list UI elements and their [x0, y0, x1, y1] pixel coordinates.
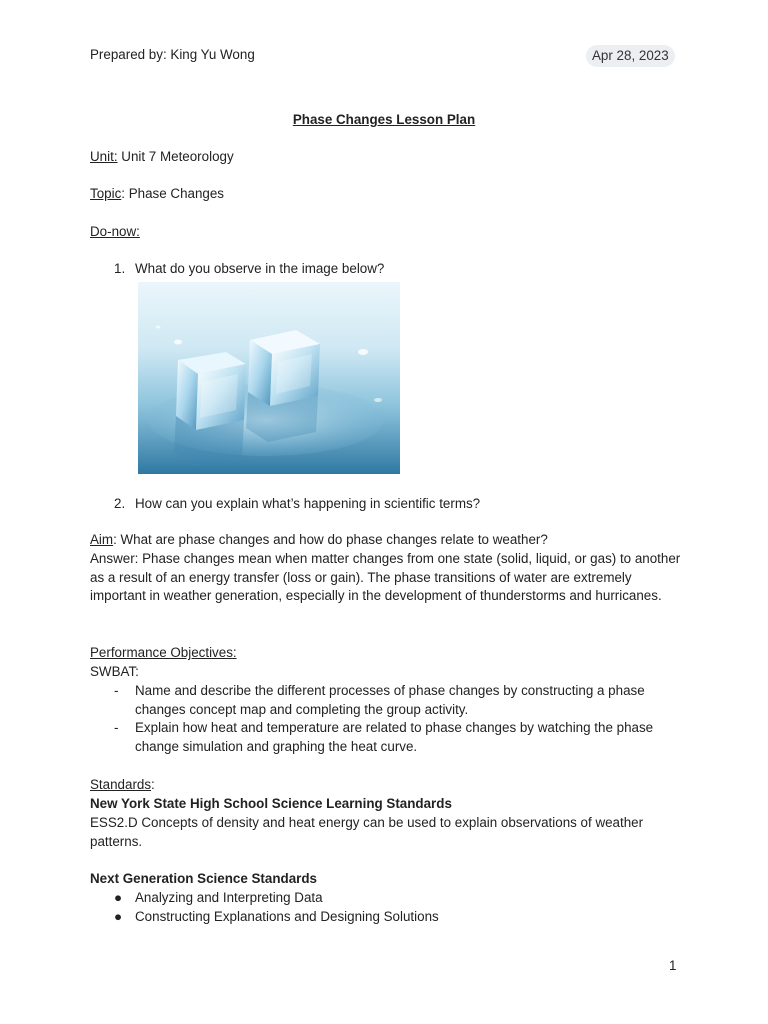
unit-line [90, 148, 682, 167]
aim-line [90, 531, 682, 550]
aim-answer: Answer: Phase changes mean when matter changes from one state (solid, liquid, or gas) to another as a result of an energy transfer (loss or gain). The phase transitions of water are extremely important in weather generation, especially in the development of thunderstorms and hurricanes. [90, 551, 681, 603]
do-now-item-2 [114, 495, 684, 514]
topic-line [90, 185, 682, 204]
list-marker: - [114, 720, 119, 735]
aim-label: Aim [90, 532, 114, 547]
nys-text: ESS2.D Concepts of density and heat energy can be used to explain observations of weather patterns. [90, 815, 644, 849]
ice-cubes-illustration [138, 282, 400, 474]
do-now-label: Do-now: [90, 224, 140, 239]
standards-label: Standards [90, 777, 152, 792]
ngss-heading: Next Generation Science Standards [90, 871, 317, 886]
bullet-icon: ● [114, 890, 123, 905]
topic-label: Topic [90, 186, 122, 201]
objectives-label: Performance Objectives: [90, 645, 237, 660]
standards-line [90, 776, 682, 795]
list-item-text: What do you observe in the image below? [135, 261, 385, 276]
list-item-text: Explain how heat and temperature are related to phase changes by watching the phase change simulation and graphing the heat curve. [135, 720, 654, 754]
date-chip[interactable]: Apr 28, 2023 [586, 45, 675, 67]
swbat-label: SWBAT: [90, 664, 139, 679]
document-title: Phase Changes Lesson Plan [292, 112, 476, 127]
list-item-text: How can you explain what’s happening in scientific terms? [135, 496, 481, 511]
objective-item-2 [114, 719, 684, 756]
topic-value: : Phase Changes [121, 186, 224, 201]
list-item-text: Constructing Explanations and Designing Solutions [135, 909, 439, 924]
standards-label-suffix: : [151, 777, 155, 792]
unit-label: Unit: [90, 149, 118, 164]
list-item-text: Name and describe the different processes of phase changes by constructing a phase changes concept map and completing the group activity. [135, 683, 645, 717]
ngss-item-1 [114, 889, 684, 908]
unit-value: Unit 7 Meteorology [117, 149, 234, 164]
list-marker: - [114, 683, 119, 698]
page-number: 1 [669, 958, 677, 973]
list-marker: 2. [114, 496, 126, 511]
prepared-by: Prepared by: King Yu Wong [90, 47, 255, 62]
do-now-item-1 [114, 260, 684, 279]
list-item-text: Analyzing and Interpreting Data [135, 890, 323, 905]
bullet-icon: ● [114, 909, 123, 924]
ngss-item-2 [114, 908, 684, 927]
list-marker: 1. [114, 261, 126, 276]
ice-cubes-image [138, 282, 400, 474]
nys-heading: New York State High School Science Learning Standards [90, 796, 452, 811]
objective-item-1 [114, 682, 684, 719]
aim-question: : What are phase changes and how do phase changes relate to weather? [113, 532, 548, 547]
